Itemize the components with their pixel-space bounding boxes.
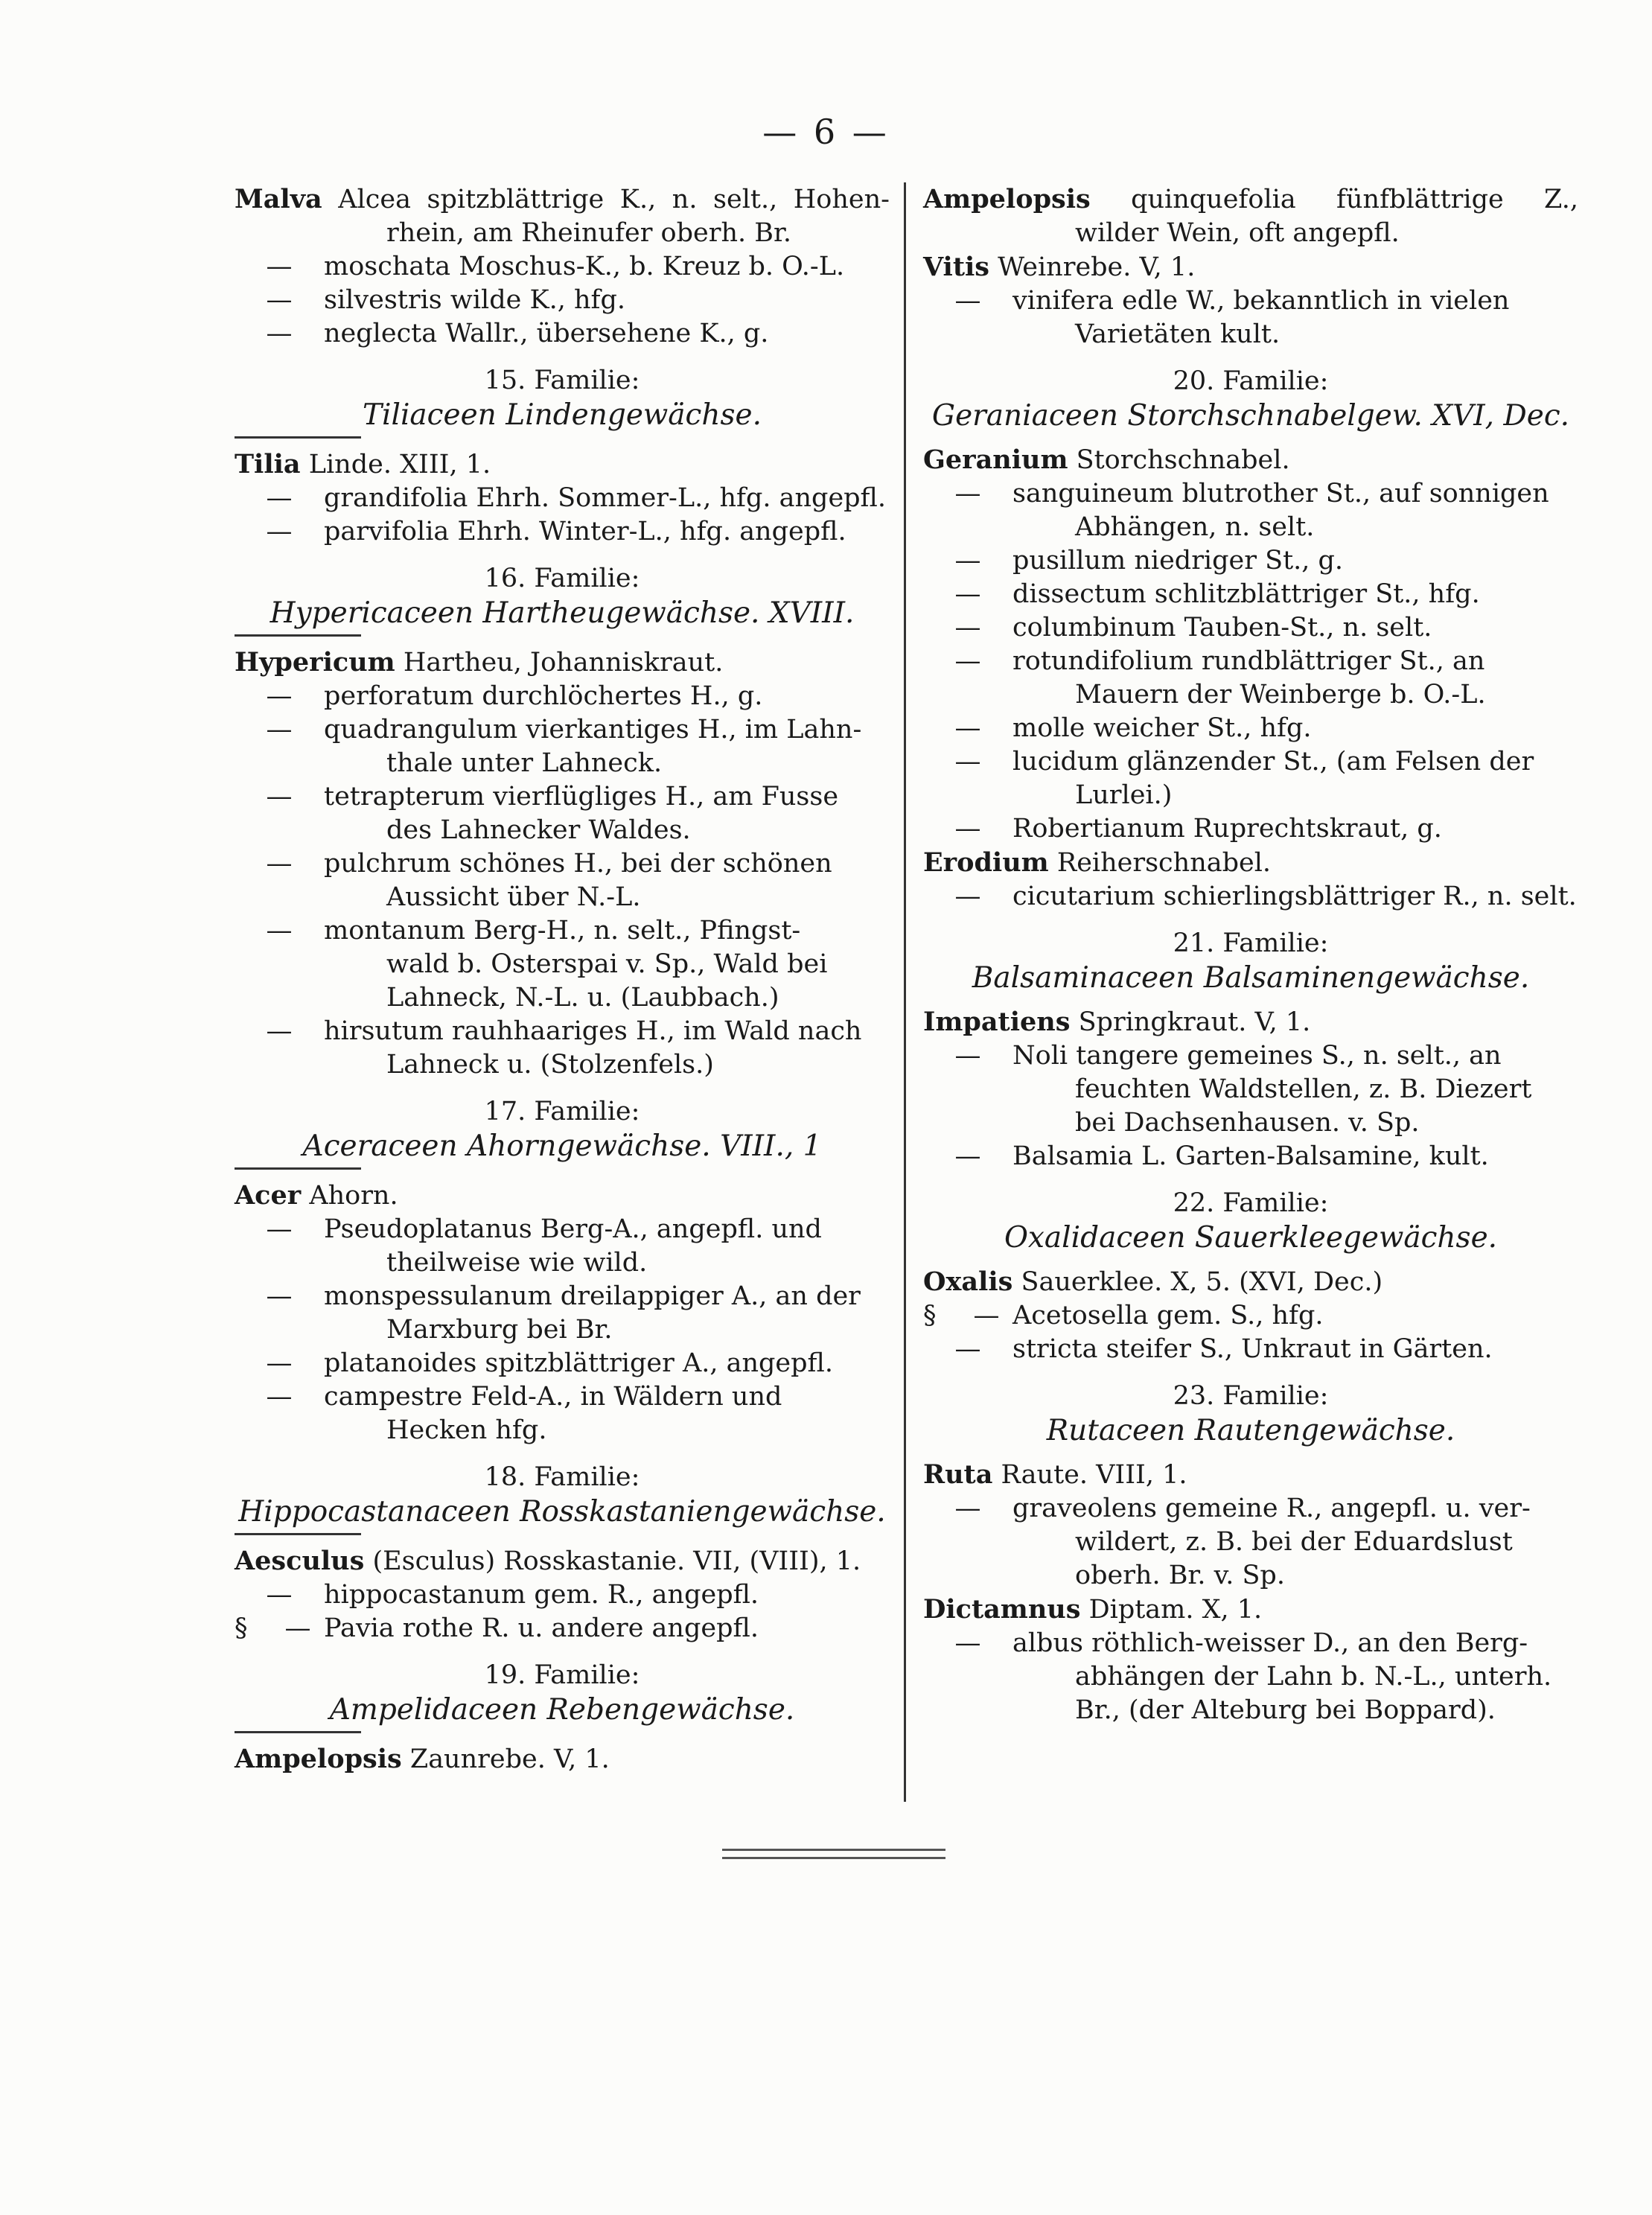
- entry-text: perforatum durchlöchertes H., g.: [324, 681, 763, 711]
- family-rule: [235, 436, 361, 439]
- dash-glyph: —: [266, 285, 293, 315]
- dash-glyph: —: [266, 1348, 293, 1378]
- dash-glyph: —: [266, 849, 293, 879]
- species-line: [923, 745, 1578, 779]
- entry-continuation: thale unter Lahneck.: [386, 748, 663, 778]
- dash-glyph: —: [266, 1214, 293, 1244]
- bottom-double-rule: [722, 1849, 945, 1859]
- entry-text: Linde. XIII, 1.: [300, 450, 491, 479]
- entry-continuation: wildert, z. B. bei der Eduardslust: [1075, 1527, 1513, 1557]
- entry-continuation: feuchten Waldstellen, z. B. Diezert: [1075, 1074, 1532, 1104]
- entry-text: Raute. VIII, 1.: [992, 1460, 1187, 1490]
- entry-erodium: [923, 846, 1578, 880]
- family-name-text: Balsaminaceen Balsaminengewächse.: [972, 961, 1530, 995]
- dash-glyph: —: [284, 1613, 311, 1643]
- species-line: [235, 1280, 890, 1313]
- entry-text: Alcea spitzblättrige K., n. selt., Hohen-: [322, 185, 890, 214]
- entry-text: Ahorn.: [301, 1181, 398, 1211]
- entry-continuation: Lahneck, N.-L. u. (Laubbach.): [386, 983, 779, 1013]
- family-name: [235, 398, 890, 439]
- family-rule: [235, 634, 361, 637]
- dash-glyph: —: [266, 483, 293, 513]
- entry-text: Storchschnabel.: [1068, 445, 1290, 475]
- entry-continuation: abhängen der Lahn b. N.-L., unterh.: [1075, 1662, 1552, 1692]
- genus-name: Hypericum: [235, 647, 395, 678]
- dash-glyph: —: [266, 1281, 293, 1311]
- genus-name: Erodium: [923, 847, 1049, 878]
- entry-hypericum: [235, 646, 890, 680]
- entry-text: dissectum schlitzblättriger St., hfg.: [1012, 579, 1480, 609]
- entry-malva: [235, 182, 890, 217]
- family-number: 18. Familie:: [484, 1462, 640, 1492]
- dash-glyph: —: [954, 579, 981, 609]
- entry-geranium: [923, 443, 1578, 477]
- entry-text: Balsamia L. Garten-Balsamine, kult.: [1012, 1141, 1489, 1171]
- species-line: [923, 284, 1578, 318]
- dash-glyph: —: [266, 782, 293, 812]
- species-line: [923, 712, 1578, 745]
- family-number: 22. Familie:: [1173, 1188, 1329, 1218]
- entry-text: Pavia rothe R. u. andere angepfl.: [324, 1613, 759, 1643]
- family-name: [235, 596, 890, 637]
- family-number: 20. Familie:: [1173, 366, 1329, 396]
- species-line: [235, 284, 890, 317]
- entry-oxalis: [923, 1265, 1578, 1299]
- entry-text: parvifolia Ehrh. Winter-L., hfg. angepfl.: [324, 517, 846, 546]
- entry-text: lucidum glänzender St., (am Felsen der: [1012, 747, 1534, 777]
- species-line: [923, 645, 1578, 678]
- entry-text: quadrangulum vierkantiges H., im Lahn-: [324, 715, 862, 745]
- dash-glyph: —: [954, 546, 981, 576]
- species-line: [923, 812, 1578, 846]
- species-line: [235, 1380, 890, 1414]
- dash-glyph: —: [266, 681, 293, 711]
- entry-text: silvestris wilde K., hfg.: [324, 285, 626, 315]
- dash-glyph: —: [954, 286, 981, 316]
- genus-name: Geranium: [923, 444, 1068, 475]
- dash-glyph: —: [266, 1382, 293, 1412]
- dash-glyph: —: [954, 1628, 981, 1658]
- entry-text: Reiherschnabel.: [1048, 848, 1272, 878]
- species-line: [923, 880, 1578, 914]
- species-line: [923, 477, 1578, 511]
- family-number: 16. Familie:: [484, 564, 640, 593]
- dash-glyph: —: [954, 1041, 981, 1071]
- entry-continuation: Lurlei.): [1075, 780, 1173, 810]
- dash-glyph: —: [954, 1494, 981, 1523]
- dash-glyph: —: [266, 916, 293, 946]
- species-line: [923, 1492, 1578, 1526]
- family-rule: [235, 1533, 361, 1535]
- entry-impatiens: [923, 1005, 1578, 1039]
- entry-ampelopsis: [923, 182, 1578, 217]
- family-number: 21. Familie:: [1173, 928, 1329, 958]
- dash-glyph: —: [266, 319, 293, 348]
- entry-text: moschata Moschus-K., b. Kreuz b. O.-L.: [324, 252, 845, 281]
- species-line: [923, 1039, 1578, 1073]
- genus-name: Ampelopsis: [235, 1744, 402, 1774]
- dash-glyph: —: [954, 613, 981, 643]
- entry-text: Noli tangere gemeines S., n. selt., an: [1012, 1041, 1502, 1071]
- dash-glyph: —: [954, 713, 981, 743]
- right-column: [923, 182, 1578, 1727]
- family-number: 23. Familie:: [1173, 1381, 1329, 1411]
- page-number: — 6 —: [762, 112, 890, 152]
- species-line: [235, 1213, 890, 1246]
- entry-text: hirsutum rauhhaariges H., im Wald nach: [324, 1016, 862, 1046]
- species-line: [235, 1347, 890, 1380]
- family-name: [923, 398, 1578, 434]
- dash-glyph: —: [954, 1334, 981, 1364]
- family-name-text: Oxalidaceen Sauerkleegewächse.: [1004, 1221, 1498, 1255]
- genus-name: Vitis: [923, 252, 990, 282]
- entry-dictamnus: [923, 1593, 1578, 1627]
- family-number: 19. Familie:: [484, 1660, 640, 1690]
- species-line: [235, 680, 890, 713]
- species-line: [235, 482, 890, 515]
- entry-text: Sauerklee. X, 5. (XVI, Dec.): [1012, 1267, 1383, 1297]
- genus-name: Acer: [235, 1180, 302, 1211]
- dash-glyph: —: [954, 646, 981, 676]
- entry-text: Springkraut. V, 1.: [1070, 1007, 1311, 1037]
- section-glyph: §: [923, 1301, 937, 1330]
- species-line: [235, 250, 890, 284]
- family-rule: [235, 1167, 361, 1170]
- entry-text: albus röthlich-weisser D., an den Berg-: [1012, 1628, 1528, 1658]
- entry-continuation: bei Dachsenhausen. v. Sp.: [1075, 1108, 1420, 1138]
- family-name: [923, 1413, 1578, 1449]
- species-line: [235, 1015, 890, 1048]
- entry-ampelopsis: [235, 1742, 890, 1776]
- dash-glyph: —: [954, 814, 981, 844]
- family-number: 17. Familie:: [484, 1097, 640, 1126]
- entry-continuation: Abhängen, n. selt.: [1075, 512, 1315, 542]
- family-name: [923, 960, 1578, 996]
- family-name-text: Tiliaceen Lindengewächse.: [363, 398, 762, 432]
- genus-name: Aesculus: [235, 1546, 365, 1576]
- entry-text: grandifolia Ehrh. Sommer-L., hfg. angepfl.: [324, 483, 887, 513]
- family-number: 15. Familie:: [484, 366, 640, 395]
- genus-name: Ruta: [923, 1459, 993, 1490]
- entry-ruta: [923, 1458, 1578, 1492]
- dash-glyph: —: [954, 1141, 981, 1171]
- entry-text: cicutarium schierlingsblättriger R., n. selt.: [1012, 882, 1577, 911]
- dash-glyph: —: [266, 715, 293, 745]
- species-line: [923, 611, 1578, 645]
- entry-continuation: wald b. Osterspai v. Sp., Wald bei: [386, 949, 828, 979]
- species-line: [235, 847, 890, 881]
- family-name-text: Rutaceen Rautengewächse.: [1046, 1414, 1455, 1447]
- species-line: [923, 544, 1578, 578]
- entry-text: Robertianum Ruprechtskraut, g.: [1012, 814, 1442, 844]
- entry-vitis: [923, 250, 1578, 284]
- entry-continuation: des Lahnecker Waldes.: [386, 815, 691, 845]
- entry-continuation: wilder Wein, oft angepfl.: [1075, 218, 1400, 248]
- dash-glyph: —: [954, 479, 981, 509]
- family-name: [235, 1692, 890, 1733]
- species-line: [923, 1333, 1578, 1366]
- genus-name: Impatiens: [923, 1007, 1071, 1037]
- entry-text: montanum Berg-H., n. selt., Pfingst-: [324, 916, 801, 946]
- entry-text: Diptam. X, 1.: [1080, 1595, 1263, 1625]
- entry-continuation: oberh. Br. v. Sp.: [1075, 1561, 1285, 1590]
- section-glyph: §: [235, 1613, 248, 1643]
- entry-text: graveolens gemeine R., angepfl. u. ver-: [1012, 1494, 1531, 1523]
- species-line: [923, 578, 1578, 611]
- species-line: [923, 1299, 1578, 1333]
- species-line: [235, 1612, 890, 1645]
- entry-continuation: Lahneck u. (Stolzenfels.): [386, 1050, 714, 1080]
- entry-continuation: Mauern der Weinberge b. O.-L.: [1075, 680, 1486, 710]
- entry-continuation: theilweise wie wild.: [386, 1248, 648, 1278]
- entry-text: platanoides spitzblättriger A., angepfl.: [324, 1348, 834, 1378]
- entry-aesculus: [235, 1544, 890, 1578]
- species-line: [235, 713, 890, 747]
- species-line: [235, 780, 890, 814]
- dash-glyph: —: [266, 252, 293, 281]
- species-line: [235, 914, 890, 948]
- entry-text: pulchrum schönes H., bei der schönen: [324, 849, 832, 879]
- entry-text: Hartheu, Johanniskraut.: [395, 648, 724, 678]
- dash-glyph: —: [266, 517, 293, 546]
- entry-continuation: Br., (der Alteburg bei Boppard).: [1075, 1695, 1496, 1725]
- species-line: [235, 515, 890, 549]
- entry-text: campestre Feld-A., in Wäldern und: [324, 1382, 782, 1412]
- entry-text: hippocastanum gem. R., angepfl.: [324, 1580, 759, 1610]
- entry-text: molle weicher St., hfg.: [1012, 713, 1312, 743]
- entry-text: monspessulanum dreilappiger A., an der: [324, 1281, 861, 1311]
- genus-name: Ampelopsis: [923, 184, 1091, 214]
- entry-acer: [235, 1179, 890, 1213]
- entry-text: quinquefolia fünfblättrige Z.,: [1090, 185, 1578, 214]
- genus-name: Dictamnus: [923, 1594, 1081, 1625]
- species-line: [923, 1627, 1578, 1660]
- column-divider: [904, 182, 906, 1802]
- family-name: [235, 1494, 890, 1535]
- entry-text: (Esculus) Rosskastanie. VII, (VIII), 1.: [364, 1546, 861, 1576]
- entry-text: tetrapterum vierflügliges H., am Fusse: [324, 782, 839, 812]
- dash-glyph: —: [954, 882, 981, 911]
- species-line: [235, 317, 890, 351]
- entry-text: rotundifolium rundblättriger St., an: [1012, 646, 1485, 676]
- family-name-text: Hypericaceen Hartheugewächse. XVIII.: [270, 596, 855, 630]
- dash-glyph: —: [266, 1016, 293, 1046]
- entry-text: stricta steifer S., Unkraut in Gärten.: [1012, 1334, 1493, 1364]
- genus-name: Tilia: [235, 449, 301, 479]
- entry-tilia: [235, 447, 890, 482]
- dash-glyph: —: [973, 1301, 1000, 1330]
- species-line: [923, 1140, 1578, 1173]
- entry-text: Acetosella gem. S., hfg.: [1012, 1301, 1324, 1330]
- entry-text: Pseudoplatanus Berg-A., angepfl. und: [324, 1214, 822, 1244]
- entry-text: neglecta Wallr., übersehene K., g.: [324, 319, 769, 348]
- family-name: [235, 1129, 890, 1170]
- entry-continuation: Hecken hfg.: [386, 1415, 547, 1445]
- left-column: [235, 182, 890, 1776]
- entry-continuation: Marxburg bei Br.: [386, 1315, 613, 1345]
- entry-continuation: Aussicht über N.-L.: [386, 882, 641, 912]
- species-line: [235, 1578, 890, 1612]
- dash-glyph: —: [954, 747, 981, 777]
- family-name-text: Aceraceen Ahorngewächse. VIII., 1: [302, 1129, 822, 1163]
- family-name-text: Geraniaceen Storchschnabelgew. XVI, Dec.: [931, 399, 1570, 433]
- entry-text: Weinrebe. V, 1.: [989, 252, 1196, 282]
- entry-text: pusillum niedriger St., g.: [1012, 546, 1344, 576]
- entry-text: sanguineum blutrother St., auf sonnigen: [1012, 479, 1549, 509]
- family-name-text: Ampelidaceen Rebengewächse.: [329, 1693, 795, 1727]
- family-name-text: Hippocastanaceen Rosskastaniengewächse.: [238, 1495, 886, 1529]
- entry-text: Zaunrebe. V, 1.: [401, 1744, 610, 1774]
- family-name: [923, 1220, 1578, 1256]
- entry-text: columbinum Tauben-St., n. selt.: [1012, 613, 1432, 643]
- genus-name: Malva: [235, 184, 322, 214]
- family-rule: [235, 1731, 361, 1733]
- dash-glyph: —: [266, 1580, 293, 1610]
- genus-name: Oxalis: [923, 1266, 1013, 1297]
- entry-text: vinifera edle W., bekanntlich in vielen: [1012, 286, 1510, 316]
- entry-continuation: Varietäten kult.: [1075, 319, 1281, 349]
- entry-continuation: rhein, am Rheinufer oberh. Br.: [386, 218, 792, 248]
